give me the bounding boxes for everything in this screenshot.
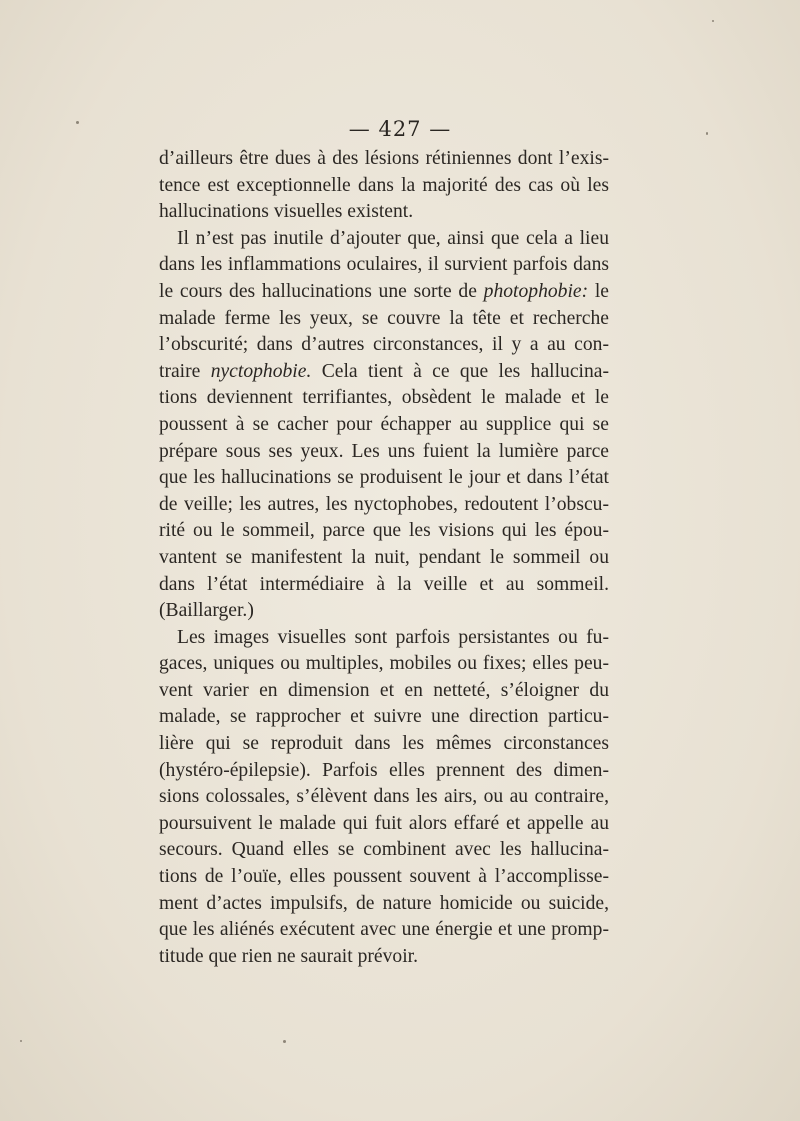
text-segment: tence est exceptionnelle dans la majorité des cas où les (159, 174, 609, 196)
text-segment: tions deviennent terrifiantes, obsèdent le malade et le (159, 387, 609, 409)
text-line (159, 864, 609, 891)
text-segment: hallucinations visuelles existent. (159, 201, 414, 223)
text-line (159, 704, 609, 731)
italic-term: photophobie: (483, 280, 589, 302)
body-text (159, 146, 609, 970)
text-segment: secours. Quand elles se combinent avec les hallucina- (159, 839, 609, 861)
paper-speck (712, 20, 714, 22)
text-line (159, 465, 609, 492)
text-line (159, 226, 609, 253)
text-segment: de veille; les autres, les nyctophobes, redoutent l’obscu- (159, 493, 609, 515)
page-number: — 427 — (348, 117, 452, 141)
text-line (159, 412, 609, 439)
text-segment: (Baillarger.) (159, 600, 254, 622)
text-segment: le (588, 280, 609, 302)
italic-term: nyctophobie. (210, 360, 312, 382)
text-line (159, 518, 609, 545)
text-line (159, 545, 609, 572)
text-line (159, 332, 609, 359)
text-segment: Les images visuelles sont parfois persistantes ou fu- (177, 626, 609, 648)
text-segment: tions de l’ouïe, elles poussent souvent à l’accomplisse- (159, 866, 609, 888)
text-line (159, 758, 609, 785)
text-line (159, 944, 609, 971)
paper-speck (76, 121, 79, 124)
paper-speck (20, 1040, 22, 1042)
text-segment: poussent à se cacher pour échapper au supplice qui se (159, 413, 609, 435)
paper-speck (706, 132, 708, 135)
text-segment: prépare sous ses yeux. Les uns fuient la lumière parce (159, 440, 609, 462)
text-segment: (hystéro-épilepsie). Parfois elles prennent des dimen- (159, 759, 609, 781)
text-segment: sions colossales, s’élèvent dans les airs, ou au contraire, (159, 786, 609, 808)
text-line (159, 199, 609, 226)
text-line (159, 279, 609, 306)
paper-speck (283, 1040, 286, 1043)
text-line (159, 306, 609, 333)
text-line (159, 678, 609, 705)
text-line (159, 439, 609, 466)
text-segment: ment d’actes impulsifs, de nature homicide ou suicide, (159, 892, 609, 914)
text-segment: l’obscurité; dans d’autres circonstances, il y a au con- (159, 334, 609, 356)
text-segment: traire (159, 360, 211, 382)
text-line (159, 598, 609, 625)
text-line (159, 625, 609, 652)
text-line (159, 837, 609, 864)
text-segment: rité ou le sommeil, parce que les visions qui les épou- (159, 520, 609, 542)
text-segment: lière qui se reproduit dans les mêmes circonstances (159, 733, 609, 755)
text-line (159, 359, 609, 386)
text-segment: d’ailleurs être dues à des lésions rétiniennes dont l’exis- (159, 148, 609, 169)
text-line (159, 572, 609, 599)
text-segment: vent varier en dimension et en netteté, s’éloigner du (159, 679, 609, 701)
text-segment: le cours des hallucinations une sorte de (159, 280, 484, 302)
text-segment: titude que rien ne saurait prévoir. (159, 945, 418, 967)
text-line (159, 146, 609, 173)
text-segment: Il n’est pas inutile d’ajouter que, ainsi que cela a lieu (177, 227, 609, 249)
text-line (159, 784, 609, 811)
text-segment: poursuivent le malade qui fuit alors effaré et appelle au (159, 812, 609, 834)
text-segment: dans l’état intermédiaire à la veille et au sommeil. (159, 573, 609, 595)
text-segment: que les hallucinations se produisent le jour et dans l’état (159, 467, 609, 489)
text-line (159, 252, 609, 279)
text-segment: que les aliénés exécutent avec une énergie et une promp- (159, 919, 609, 941)
text-segment: Cela tient à ce que les hallucina- (311, 360, 609, 382)
text-segment: gaces, uniques ou multiples, mobiles ou fixes; elles peu- (159, 653, 609, 675)
text-line (159, 917, 609, 944)
text-segment: malade, se rapprocher et suivre une direction particu- (159, 706, 609, 728)
text-line (159, 651, 609, 678)
text-segment: malade ferme les yeux, se couvre la tête et recherche (159, 307, 609, 329)
text-line (159, 492, 609, 519)
text-line (159, 811, 609, 838)
text-line (159, 731, 609, 758)
text-segment: vantent se manifestent la nuit, pendant le sommeil ou (159, 546, 609, 568)
text-line (159, 173, 609, 200)
text-line (159, 891, 609, 918)
text-segment: dans les inflammations oculaires, il survient parfois dans (159, 254, 609, 276)
text-line (159, 385, 609, 412)
